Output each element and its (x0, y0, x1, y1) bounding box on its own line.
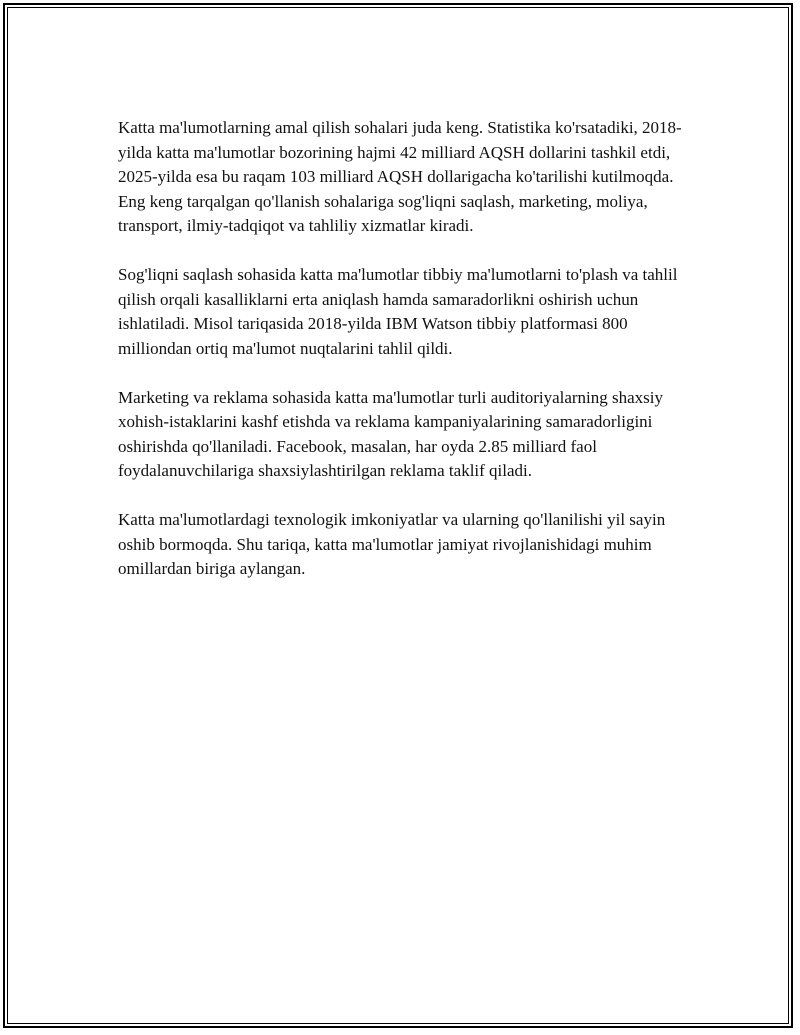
document-body (118, 116, 698, 606)
paragraph-marketing: Marketing va reklama sohasida katta ma'lumotlar turli auditoriyalarning shaxsiy xohish-istaklarini kashf etishda va reklama kampaniyalarining samaradorligini oshirishda qo'llaniladi. Facebook, masalan, har oyda 2.85 milliard faol foydalanuvchilariga shaxsiylashtirilgan reklama taklif qiladi. (118, 387, 664, 480)
paragraph-healthcare: Sog'liqni saqlash sohasida katta ma'lumotlar tibbiy ma'lumotlarni to'plash va tahlil qilish orqali kasalliklarni erta aniqlash hamda samaradorlikni oshirish uchun ishlatiladi. Misol tariqasida 2018-yilda IBM Watson tibbiy platformasi 800 milliondan ortiq ma'lumot nuqtalarini tahlil qildi. (118, 265, 678, 358)
paragraph-conclusion: Katta ma'lumotlardagi texnologik imkoniyatlar va ularning qo'llanilishi yil sayin oshib bormoqda. Shu tariqa, katta ma'lumotlar jamiyat rivojlanishidagi muhim omillardan biriga aylangan. (118, 510, 666, 578)
paragraph-market-size: Katta ma'lumotlarning amal qilish sohalari juda keng. Statistika ko'rsatadiki, 2018-yilda katta ma'lumotlar bozorining hajmi 42 milliard AQSH dollarini tashkil etdi, 2025-yilda esa bu raqam 103 milliard AQSH dollarigacha ko'tarilishi kutilmoqda. Eng keng tarqalgan qo'llanish sohalariga sog'liqni saqlash, marketing, moliya, transport, ilmiy-tadqiqot va tahliliy xizmatlar kiradi. (118, 118, 682, 235)
